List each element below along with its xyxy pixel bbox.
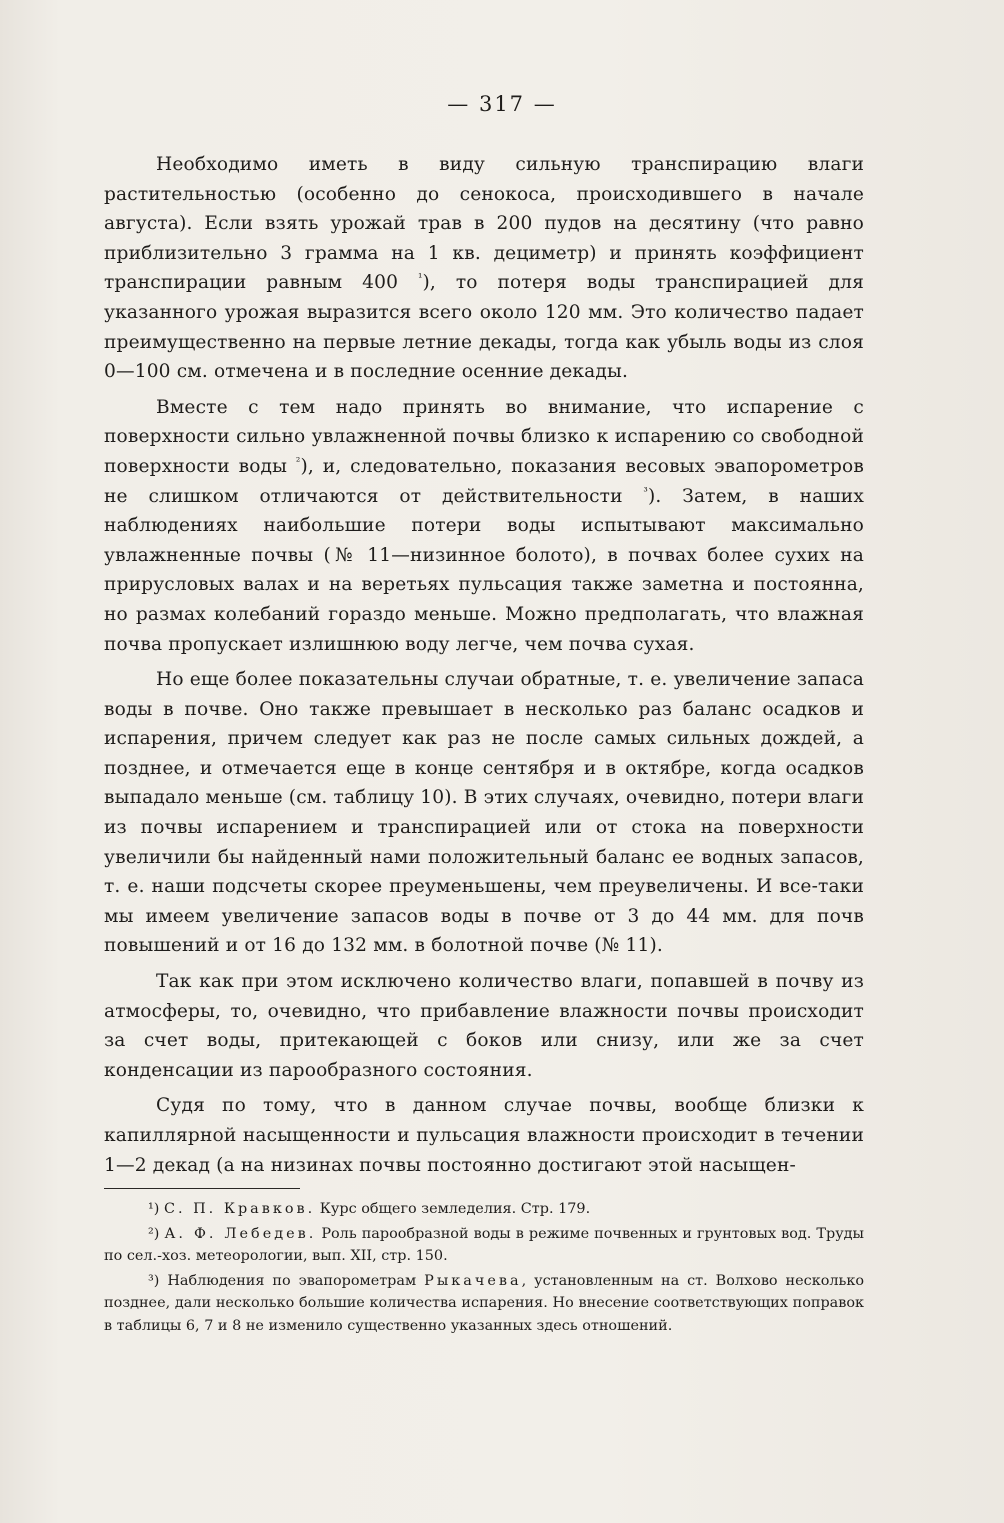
paragraph-2 [104,393,864,659]
main-text [104,150,864,1180]
footnote-text: Курс общего земледелия. Стр. 179. [315,1201,591,1217]
paragraph-3 [104,665,864,961]
footnote-text: Наблюдения по эвапорометрам [167,1272,425,1289]
footnote-2 [104,1223,864,1268]
footnote-marker: ²) [148,1225,165,1242]
footnote-ref-2[interactable]: ² [295,454,301,468]
footnote-marker: ³) [148,1272,168,1289]
text-run: ). Затем, в наших наблюдениях наибольшие потери воды испытывают максимально увлажненные почвы (№ 11—низинное болото), в почвах более сухих на прирусловых валах и на веретьях пульсация также заметна и постоянна, но размах колебаний гораздо меньше. Можно предполагать, что влажная почва пропускает излишнюю воду легче, чем почва сухая. [104,485,864,655]
paragraph-1 [104,150,864,387]
footnote-3 [104,1270,864,1338]
footnote-text: Роль парообразной воды в режиме почвенных и грунтовых вод. Труды по сел.-хоз. метеорологии, вып. XII, стр. 150. [104,1225,864,1265]
text-run: Так как при этом исключено количество влаги, попавшей в почву из атмосферы, то, очевидно, что прибавление влажности почвы происходит за счет воды, притекающей с боков или снизу, или же за счет конденсации из парообразного состояния. [104,971,864,1081]
text-run: Вместе с тем надо принять во внимание, что испарение с поверхности сильно увлажненной почвы близко к испарению со свободной поверхности воды [104,396,864,477]
paragraph-4 [104,967,864,1085]
footnote-author: С. П. Кравков. [163,1201,316,1217]
text-run: Необходимо иметь в виду сильную транспирацию влаги растительностью (особенно до сенокоса, происходившего в начале августа). Если взять урожай трав в 200 пудов на десятину (что равно приблизительно 3 грамма на 1 кв. дециметр) и принять коэффициент транспирации равным 400 [104,154,864,294]
footnote-author: Рыкачева [424,1272,522,1289]
page-number: — 317 — [447,92,557,116]
paragraph-5 [104,1091,864,1180]
text-run: Судя по тому, что в данном случае почвы, вообще близки к капиллярной насыщенности и пульсация влажности происходит в течении 1—2 декад (а на низинах почвы постоянно достигают этой насыщен- [104,1095,864,1176]
footnotes [104,1198,864,1340]
footnote-marker: ¹) [148,1201,164,1217]
footnote-ref-3[interactable]: ³ [643,484,648,498]
footnote-text: , установленным на ст. Волхово несколько позднее, дали несколько большие количества испарения. Но внесение соответствующих поправок в таблицы 6, 7 и 8 не изменило существенно указанных здесь отношений. [104,1272,865,1334]
text-run: Но еще более показательны случаи обратные, т. е. увеличение запаса воды в почве. Оно также превышает в несколько раз баланс осадков и испарения, причем следует как раз не после самых сильных дождей, а позднее, и отмечается еще в конце сентября и в октябре, когда осадков выпадало меньше (см. таблицу 10). В этих случаях, очевидно, потери влаги из почвы испарением и транспирацией или от стока на поверхности увеличили бы найденный нами положительный баланс ее водных запасов, т. е. наши подсчеты скорее преуменьшены, чем преувеличены. И все-таки мы имеем увеличение запасов воды в почве от 3 до 44 мм. для почв повышений и от 16 до 132 мм. в болотной почве (№ 11). [104,669,864,957]
footnote-1 [104,1198,864,1221]
footnote-divider [104,1188,300,1189]
footnote-author: А. Ф. Лебедев. [164,1225,317,1242]
text-run: ), то потеря воды транспирацией для указанного урожая выразится всего около 120 мм. Это количество падает преимущественно на первые летние декады, тогда как убыль воды из слоя 0—100 см. отмечена и в последние осенние декады. [104,272,864,383]
text-run: ), и, следовательно, показания весовых эвапорометров не слишком отличаются от действительности [104,455,864,507]
footnote-ref-1[interactable]: ¹ [417,271,423,285]
